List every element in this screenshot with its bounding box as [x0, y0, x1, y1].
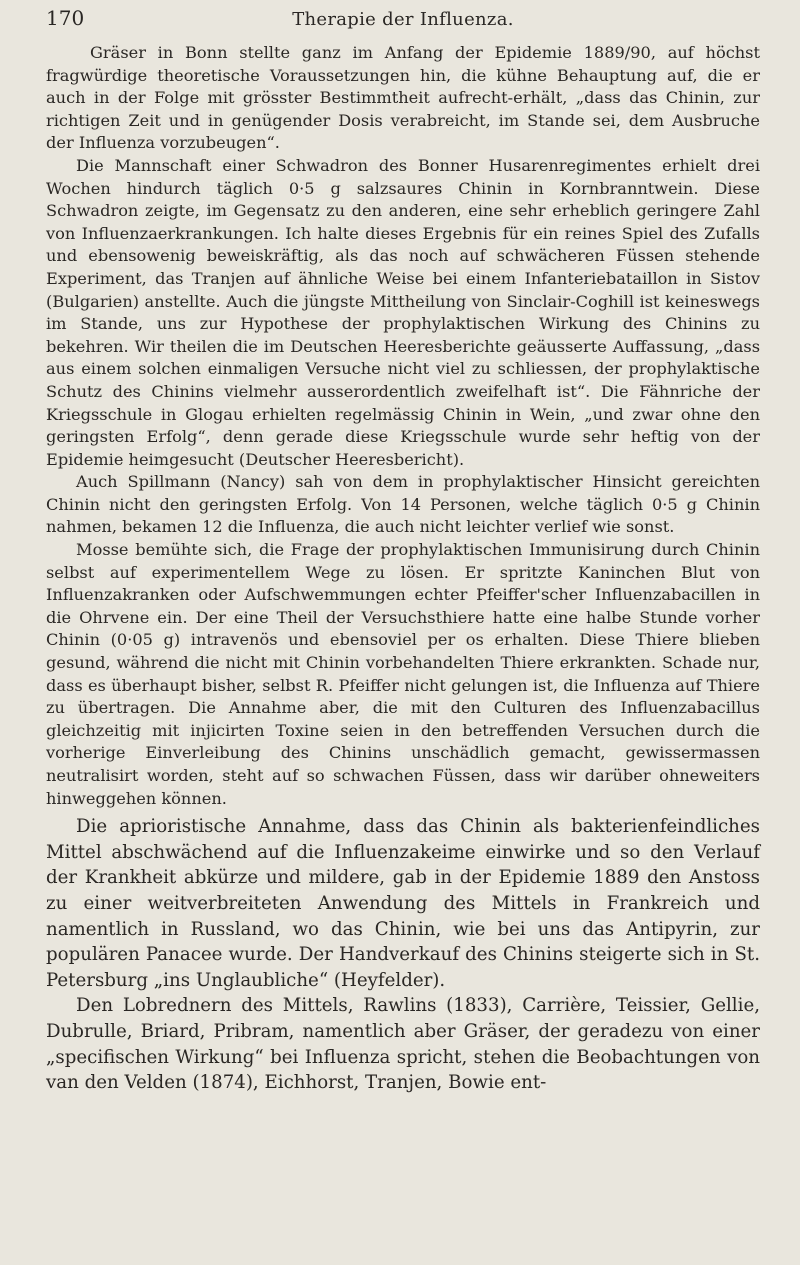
paragraph: Gräser in Bonn stellte ganz im Anfang der Epidemie 1889/90, auf höchst fragwürdige theoretische Voraussetzungen hin, die kühne Behauptung auf, die er auch in der Folge mit grösster Bestimmtheit aufrecht-erhält, „dass das Chinin, zur richtigen Zeit und in genügender Dosis verabreicht, im Stande sei, dem Ausbruche der Influenza vorzubeugen“. [46, 43, 760, 153]
paragraph: Den Lobrednern des Mittels, Rawlins (1833), Carrière, Teissier, Gellie, Dubrulle, Briard, Pribram, namentlich aber Gräser, der geradezu von einer „specifischen Wirkung“ bei Influenza spricht, stehen die Beobachtungen von van den Velden (1874), Eichhorst, Tranjen, Bowie ent- [46, 995, 760, 1094]
running-head: Therapie der Influenza. [292, 9, 514, 30]
page-number: 170 [46, 6, 85, 30]
body-text-small [46, 42, 760, 810]
page-header [46, 6, 760, 42]
paragraph: Auch Spillmann (Nancy) sah von dem in prophylaktischer Hinsicht gereichten Chinin nicht den geringsten Erfolg. Von 14 Personen, welche täglich 0·5 g Chinin nahmen, bekamen 12 die Influenza, die auch nicht leichter verlief wie sonst. [46, 472, 760, 537]
paragraph: Die Mannschaft einer Schwadron des Bonner Husarenregimentes erhielt drei Wochen hindurch täglich 0·5 g salzsaures Chinin in Kornbranntwein. Diese Schwadron zeigte, im Gegensatz zu den anderen, eine sehr erheblich geringere Zahl von Influenzaerkrankungen. Ich halte dieses Ergebnis für ein reines Spiel des Zufalls und ebensowenig beweiskräftig, als das noch auf schwächeren Füssen stehende Experiment, das Tranjen auf ähnliche Weise bei einem Infanteriebataillon in Sistov (Bulgarien) anstellte. Auch die jüngste Mittheilung von Sinclair-Coghill ist keineswegs im Stande, uns zur Hypothese der prophylaktischen Wirkung des Chinins zu bekehren. Wir theilen die im Deutschen Heeresberichte geäusserte Auffassung, „dass aus einem solchen einmaligen Versuche nicht viel zu schliessen, der prophylaktische Schutz des Chinins vielmehr ausserordentlich zweifelhaft ist“. Die Fähnriche der Kriegsschule in Glogau erhielten regelmässig Chinin in Wein, „und zwar ohne den geringsten Erfolg“, denn gerade diese Kriegsschule wurde sehr heftig von der Epidemie heimgesucht (Deutscher Heeresbericht). [46, 155, 760, 469]
paragraph: Mosse bemühte sich, die Frage der prophylaktischen Immunisirung durch Chinin selbst auf experimentellem Wege zu lösen. Er spritzte Kaninchen Blut von Influenzakranken oder Aufschwemmungen echter Pfeiffer'scher Influenzabacillen in die Ohrvene ein. Der eine Theil der Versuchsthiere hatte eine halbe Stunde vorher Chinin (0·05 g) intravenös und ebensoviel per os erhalten. Diese Thiere blieben gesund, während die nicht mit Chinin vorbehandelten Thiere erkrankten. Schade nur, dass es überhaupt bisher, selbst R. Pfeiffer nicht gelungen ist, die Influenza auf Thiere zu übertragen. Die Annahme aber, die mit den Culturen des Influenzabacillus gleichzeitig mit injicirten Toxine seien in den betreffenden Versuchen durch die vorherige Einverleibung des Chinins unschädlich gemacht, gewissermassen neutralisirt worden, steht auf so schwachen Füssen, dass wir darüber ohneweiters hinweggehen können. [46, 540, 760, 808]
paragraph: Die aprioristische Annahme, dass das Chinin als bakterienfeindliches Mittel abschwächend auf die Influenzakeime einwirke und so den Verlauf der Krankheit abkürze und mildere, gab in der Epidemie 1889 den Anstoss zu einer weitverbreiteten Anwendung des Mittels in Frankreich und namentlich in Russland, wo das Chinin, wie bei uns das Antipyrin, zur populären Panacee wurde. Der Handverkauf des Chinins steigerte sich in St. Petersburg „ins Unglaubliche“ (Heyfelder). [46, 816, 760, 991]
body-text-large [46, 814, 760, 1096]
